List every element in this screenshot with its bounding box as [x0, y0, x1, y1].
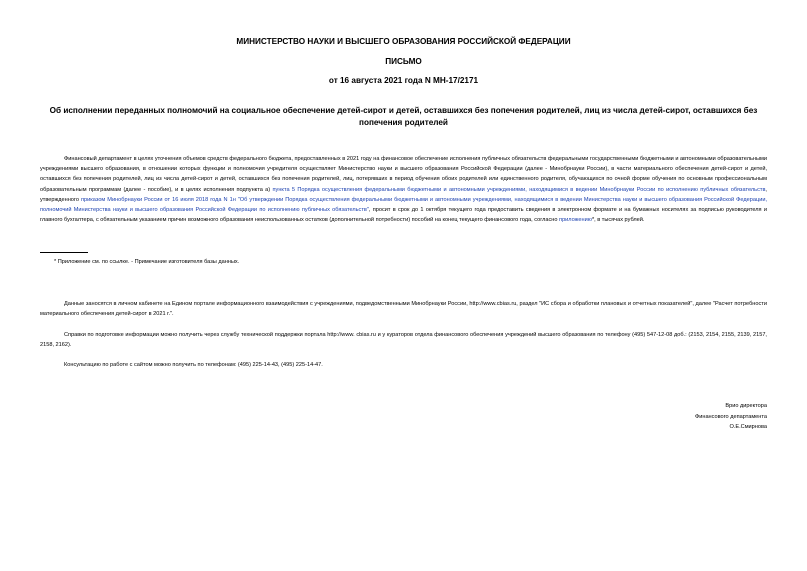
p1-text-3: , просит в срок до 1 октября текущего года предоставить сведения в электронном формате и на бумажных носителях за подписью руководителя и главного бухгалтера, с обязательным указанием причин возможного образования неиспользованных остатков (дополнительной потребности) пособий на конец текущего финансового года, согласно — [40, 207, 767, 224]
signature-position: Врио директора — [725, 403, 767, 409]
footnote-divider — [40, 252, 88, 253]
link-order-clause-5[interactable]: пункта 5 Порядка осуществления федеральными бюджетными и автономными учреждениями, находящимися в ведении Минобрнауки России по исполнению публичных обязательств — [272, 186, 766, 193]
link-ministry-order[interactable]: приказом Минобрнауки России от 16 июля 2018 года N 1н "Об утверждении Порядка осуществления федеральными бюджетными и автономными учреждениями, находящимися в ведении Министерства науки и высшего образования Российской Федерации, полномочий Министерства науки и высшего образования Российской Федерации по исполнению публичных обязательств" — [40, 196, 767, 214]
p1-text-2: , утвержденного — [40, 186, 767, 203]
signature-department: Финансового департамента — [694, 413, 767, 420]
link-appendix[interactable]: приложению — [559, 217, 592, 224]
signature-block — [567, 401, 767, 433]
document-type-heading: ПИСЬМО — [385, 57, 422, 66]
p1-text-1: Финансовый департамент в целях уточнения объемов средств федерального бюджета, предоставленных в 2021 году на финансовое обеспечение исполнения публичных обязательств федеральными государственными бюджетными и автономными образовательными учреждениями высшего образования, в отношении которых функции и полномочия учредителя осуществляет Министерство науки и высшего образования Российской Федерации (далее - Минобрнауки России), в части материального обеспечения детей-сирот и детей, оставшихся без попечения родителей, лиц из числа детей-сирот и детей, оставшихся без попечения родителей, лиц, потерявших в период обучения обоих родителей или единственного родителя, обучающихся по очной форме обучения по основным профессиональным образовательным программам (далее - пособие), и в целях исполнения подпункта а) — [40, 156, 767, 193]
paragraph-portal-data: Данные заносятся в личном кабинете на Едином портале информационного взаимодействия с учреждениями, подведомственными Минобрнауки России, http://www.cbias.ru, раздел "ИС сбора и обработки плановых и отчетных показателей", далее "Расчет потребности материального обеспечения детей-сирот в 2021 г.". — [40, 301, 767, 318]
footnote: * Приложение см. по ссылке. - Примечание изготовителя базы данных. — [54, 259, 240, 265]
paragraph-main-request — [40, 154, 767, 225]
p1-text-4: *, в тысячах рублей. — [591, 217, 645, 224]
paragraph-support-contacts: Справки по подготовке информации можно получить через службу технической поддержки портала http://www. cbias.ru и у кураторов отдела финансового обеспечения учреждений высшего образования по телефону (495) 547-12-08 доб.: (2153, 2154, 2155, 2139, 2157, 2158, 2162). — [40, 332, 767, 349]
paragraph-site-consultation: Консультацию по работе с сайтом можно получить по телефонам: (495) 225-14-43, (495) 225-14-47. — [64, 362, 323, 368]
date-number-heading: от 16 августа 2021 года N МН-17/2171 — [328, 76, 479, 85]
signature-name: О.Е.Смирнова — [729, 424, 767, 430]
document-title: Об исполнении переданных полномочий на социальное обеспечение детей-сирот и детей, оставшихся без попечения родителей, лиц из числа детей-сирот, оставшихся без попечения родителей — [49, 106, 758, 127]
ministry-heading: МИНИСТЕРСТВО НАУКИ И ВЫСШЕГО ОБРАЗОВАНИЯ РОССИЙСКОЙ ФЕДЕРАЦИИ — [236, 37, 571, 46]
